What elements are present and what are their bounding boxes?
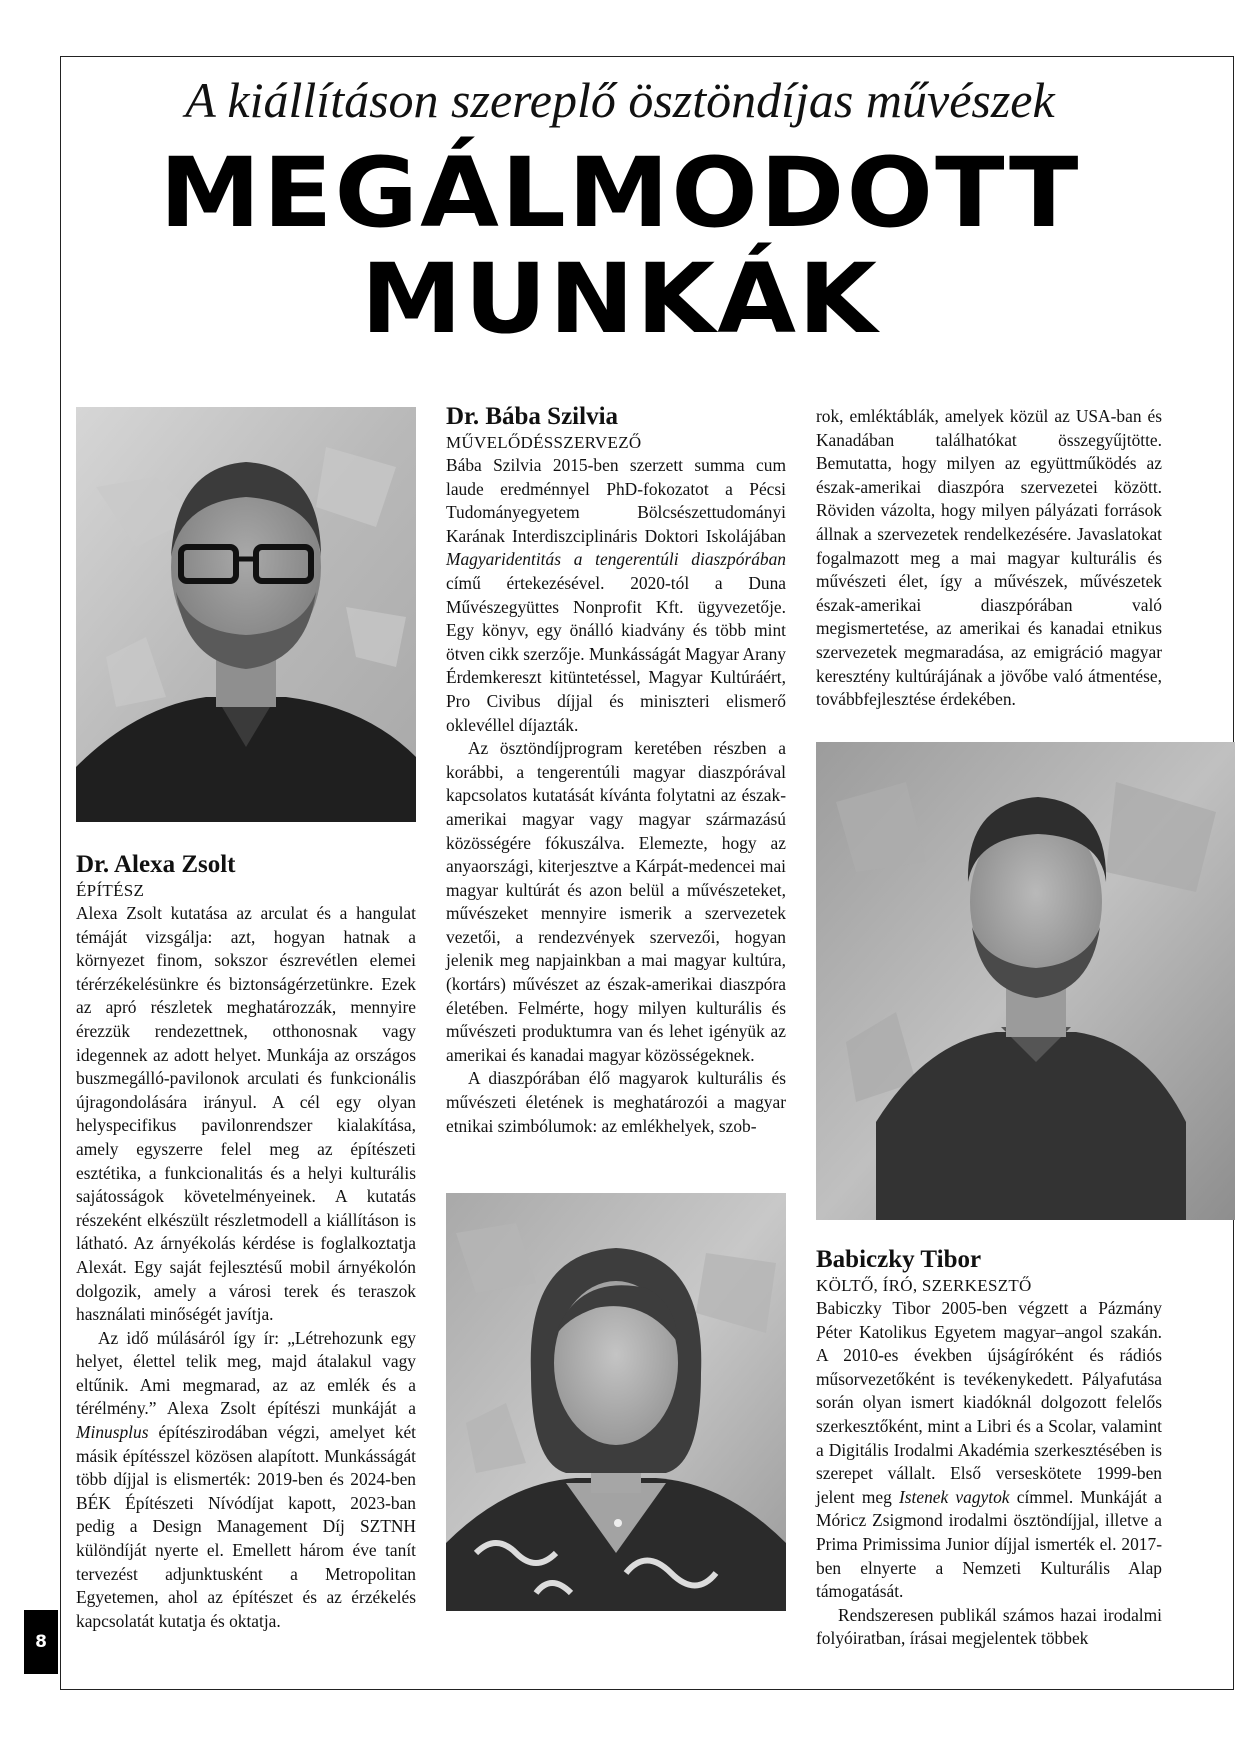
artist-role: MŰVELŐDÉSSZERVEZŐ (446, 433, 642, 452)
kicker: A kiállításon szereplő ösztöndíjas művészek (185, 72, 1055, 128)
bio-paragraph: Babiczky Tibor 2005-ben végzett a Pázmány Péter Katolikus Egyetem magyar–angol szakán. A 2010-es években újságíróként és rádiós műsorvezetőként is tevékenykedett. Pályafutása során olyan ismert kiadóknál dolgozott felelős szerkesztőként, mint a Libri és a Scolar, valamint a Digitális Irodalmi Akadémia szerkesztésében is szerepet vállalt. Első verseskötete 1999-ben jelent meg Istenek vagytok címmel. Munkáját a Móricz Zsigmond irodalmi ösztöndíjjal, illetve a Prima Primissima Junior díjjal ismerték el. 2017-ben elnyerte a Nemzeti Kulturális Alap támogatását. (816, 1298, 1163, 1602)
headline-line-1: MEGÁLMODOTT (159, 137, 1081, 249)
photo-baba-szilvia (446, 1193, 786, 1611)
bio-paragraph: Bába Szilvia 2015-ben szerzett summa cum laude eredménnyel PhD-fokozatot a Pécsi Tudományegyetem Bölcsészettudományi Karának Interdiszciplináris Doktori Iskolájában Magyaridentitás a tengerentúli diaszpórában című értekezésével. 2020-tól a Duna Művészegyüttes Nonprofit Kft. ügyvezetője. Egy könyv, egy önálló kiadvány és több mint ötven cikk szerzője. Munkásságát Magyar Arany Érdemkereszt kitüntetéssel, Magyar Kultúráért, Pro Civibus díjjal és miniszteri elismerő oklevéllel díjazták. (446, 455, 786, 735)
headline (0, 137, 1240, 355)
artist-name: Babiczky Tibor (816, 1246, 982, 1273)
artist-name: Dr. Alexa Zsolt (76, 851, 236, 878)
bio-paragraph: rok, emléktáblák, amelyek közül az USA-ban és Kanadában találhatókat összegyűjtötte. Bemutatta, hogy milyen az együttműködés az észak-amerikai diaszpóra szervezetei között. Röviden vázolta, hogy milyen pályázati források állnak a szervezetek rendelkezésére. Javaslatokat fogalmazott meg a mai magyar kulturális és művészeti élet, így a művészek, művészetek észak-amerikai diaszpórában való megismertetése, az amerikai és kanadai etnikus szervezetek megmaradása, az emigráció magyar keresztény kultúrájának a jövőbe való átmentése, továbbfejlesztése érdekében. (816, 406, 1162, 710)
article-baba-szilvia-continued (816, 405, 1162, 712)
bio-paragraph: Az idő múlásáról így ír: „Létrehozunk egy helyet, élettel telik meg, majd átalakul vagy eltűnik. Ami megmarad, az az emlék és a térélmény.” Alexa Zsolt építészi munkáját a Minusplus építészirodában végzi, amelyet két másik építésszel közösen alapított. Munkásságát több díjjal is elismerték: 2019-ben és 2024-ben BÉK Építészeti Nívódíjat kapott, 2023-ban pedig a Design Management Díj SZTNH különdíját nyerte el. Emellett három éve tanít tervezést adjunktusként a Metropolitan Egyetemen, ahol az építészet és az érzékelés kapcsolatát kutatja és oktatja. (76, 1327, 416, 1631)
article-alexa-zsolt (76, 850, 416, 1633)
photo-babiczky-tibor (816, 742, 1235, 1220)
page-number: 8 (24, 1610, 58, 1674)
bio-paragraph: Rendszeresen publikál számos hazai irodalmi folyóiratban, írásai megjelentek többek (816, 1604, 1162, 1649)
bio-paragraph: Az ösztöndíjprogram keretében részben a korábbi, a tengerentúli magyar diaszpórával kapcsolatos kutatását kívánta folytatni az észak-amerikai magyar vagy magyar származású közösségére fókuszálva. Elemezte, hogy az anyaországi, kiterjesztve a Kárpát-medencei mai magyar kultúrát és azon belül a művészeteket, művészeket mennyire ismerik a szervezetek vezetői, a rendezvények szervezői, hogyan jelenik meg napjainkban a mai magyar kultúra, (kortárs) művészet az észak-amerikai diaszpóra életében. Felmérte, hogy milyen kulturális és művészeti produktumra van és lehet igényük az amerikai és kanadai magyar közösségeknek. (446, 738, 786, 1065)
photo-alexa-zsolt (76, 407, 416, 822)
artist-role: ÉPÍTÉSZ (76, 881, 145, 900)
bio-paragraph: Alexa Zsolt kutatása az arculat és a hangulat témáját vizsgálja: azt, hogyan hatnak a környezet finom, sokszor észrevétlen elemei térérzékelésünkre és biztonságérzetünkre. Ezek az apró részletek meghatározzák, mennyire érezzük rendezettnek, otthonosnak vagy idegennek az adott helyet. Munkája az országos buszmegálló-pavilonok arculati és funkcionális újragondolására irányul. A cél egy olyan helyspecifikus pavilonrendszer kialakítása, amely egyszerre felel meg az építészeti esztétika, a funkcionalitás és a helyi kulturális sajátosságok követelményeinek. A kutatás részeként elkészült részletmodell a kiállításon is látható. Az árnyékolás kérdése is foglalkoztatja Alexát. Egy saját fejlesztésű mobil árnyékolón dolgozik, amely a városi terek és teraszok használati minőségét javítja. (76, 903, 416, 1325)
article-baba-szilvia (446, 402, 786, 1138)
article-babiczky-tibor (816, 1245, 1162, 1651)
bio-paragraph: A diaszpórában élő magyarok kulturális és művészeti életének is meghatározói a magyar etnikai szimbólumok: az emlékhelyek, szob- (446, 1068, 786, 1136)
artist-name: Dr. Bába Szilvia (446, 403, 619, 430)
headline-line-2: MUNKÁK (360, 243, 880, 355)
artist-role: KÖLTŐ, ÍRÓ, SZERKESZTŐ (816, 1276, 1032, 1295)
